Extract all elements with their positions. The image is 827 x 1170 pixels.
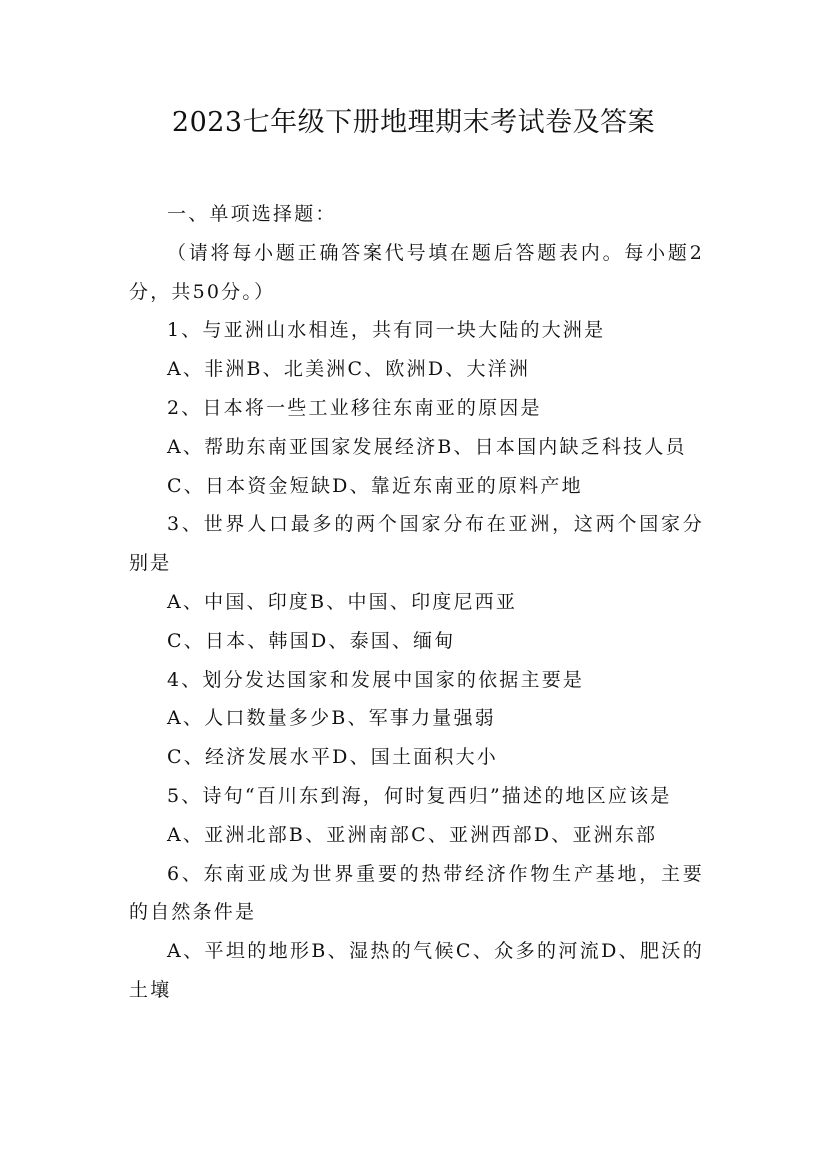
question-2-options-line-2: C、日本资金短缺D、靠近东南亚的原料产地 [167,474,583,497]
section-heading: 一、单项选择题： [167,203,337,225]
question-2: 2、日本将一些工业移往东南亚的原因是 [167,396,542,419]
question-5-options: A、亚洲北部B、亚洲南部C、亚洲西部D、亚洲东部 [167,823,658,846]
question-3-options-line-1: A、中国、印度B、中国、印度尼西亚 [167,590,518,613]
question-6: 6、东南亚成为世界重要的热带经济作物生产基地，主要的自然条件是 [129,862,704,924]
question-3: 3、世界人口最多的两个国家分布在亚洲，这两个国家分别是 [129,513,704,575]
question-3-options-line-2: C、日本、韩国D、泰国、缅甸 [167,629,456,652]
question-1: 1、与亚洲山水相连，共有同一块大陆的大洲是 [167,319,606,342]
document-title: 2023七年级下册地理期末考试卷及答案 [171,107,656,138]
question-4-options-line-1: A、人口数量多少B、军事力量强弱 [167,707,496,730]
question-4-options-line-2: C、经济发展水平D、国土面积大小 [167,746,498,769]
question-1-options: A、非洲B、北美洲C、欧洲D、大洋洲 [167,358,531,381]
question-5: 5、诗句“百川东到海，何时复西归”描述的地区应该是 [167,784,672,807]
question-6-options: A、平坦的地形B、湿热的气候C、众多的河流D、肥沃的土壤 [129,940,704,1001]
document-body [129,195,704,1010]
instruction-paragraph: （请将每小题正确答案代号填在题后答题表内。每小题2分，共50分。） [129,241,704,303]
question-2-options-line-1: A、帮助东南亚国家发展经济B、日本国内缺乏科技人员 [167,435,687,458]
question-4: 4、划分发达国家和发展中国家的依据主要是 [167,668,585,691]
